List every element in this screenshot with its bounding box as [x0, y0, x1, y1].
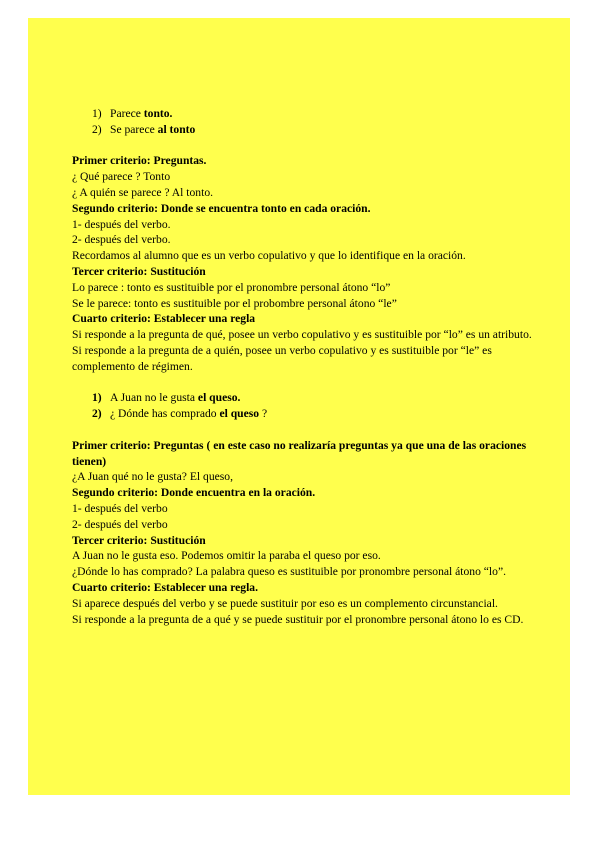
- criterion-heading: Segundo criterio: Donde encuentra en la oración.: [72, 486, 316, 500]
- text-line: Se le parece: tonto es sustituible por el probombre personal átono “le”: [72, 296, 397, 310]
- list-item: 1) A Juan no le gusta el queso.: [92, 391, 241, 405]
- criterion-heading: Tercer criterio: Sustitución: [72, 533, 206, 547]
- paragraph: Si responde a la pregunta de qué, posee un verbo copulativo y es sustituible por “lo” es un atributo.: [72, 328, 532, 342]
- list-item: 1) Parece tonto.: [92, 107, 173, 120]
- document-page: [28, 18, 570, 795]
- list-item: 2) Se parece al tonto: [92, 122, 196, 136]
- criterion-heading: Cuarto criterio: Establecer una regla.: [72, 580, 258, 594]
- question-line: ¿ A quién se parece ? Al tonto.: [72, 185, 214, 199]
- paragraph: Si responde a la pregunta de a quién, posee un verbo copulativo y es sustituible por “le” es complemento de régimen.: [72, 343, 492, 373]
- text-line: Recordamos al alumno que es un verbo copulativo y que lo identifique en la oración.: [72, 249, 466, 263]
- text-line: Si aparece después del verbo y se puede sustituir por eso es un complemento circunstancial.: [72, 596, 498, 610]
- criterion-heading: Tercer criterio: Sustitución: [72, 264, 206, 278]
- text-line: 1- después del verbo: [72, 501, 168, 515]
- text-line: Lo parece : tonto es sustituible por el pronombre personal átono “lo”: [72, 280, 391, 294]
- criterion-heading: Primer criterio: Preguntas ( en este caso no realizaría preguntas ya que una de las oraciones tienen): [72, 438, 527, 468]
- text-line: 1- después del verbo.: [72, 217, 171, 231]
- question-line: ¿A Juan qué no le gusta? El queso,: [72, 470, 233, 484]
- criterion-heading: Segundo criterio: Donde se encuentra tonto en cada oración.: [72, 201, 371, 215]
- document-content: [72, 106, 532, 627]
- text-line: ¿Dónde lo has comprado? La palabra queso es sustituible por pronombre personal átono “lo”.: [72, 565, 506, 579]
- paragraph: Si responde a la pregunta de a qué y se puede sustituir por el pronombre personal átono lo es CD.: [72, 612, 524, 626]
- text-line: A Juan no le gusta eso. Podemos omitir la paraba el queso por eso.: [72, 549, 381, 563]
- text-line: 2- después del verbo.: [72, 233, 171, 247]
- question-line: ¿ Qué parece ? Tonto: [72, 170, 171, 184]
- text-line: 2- después del verbo: [72, 517, 168, 531]
- list-item: 2) ¿ Dónde has comprado el queso ?: [92, 407, 268, 421]
- criterion-heading: Primer criterio: Preguntas.: [72, 154, 207, 168]
- criterion-heading: Cuarto criterio: Establecer una regla: [72, 312, 256, 326]
